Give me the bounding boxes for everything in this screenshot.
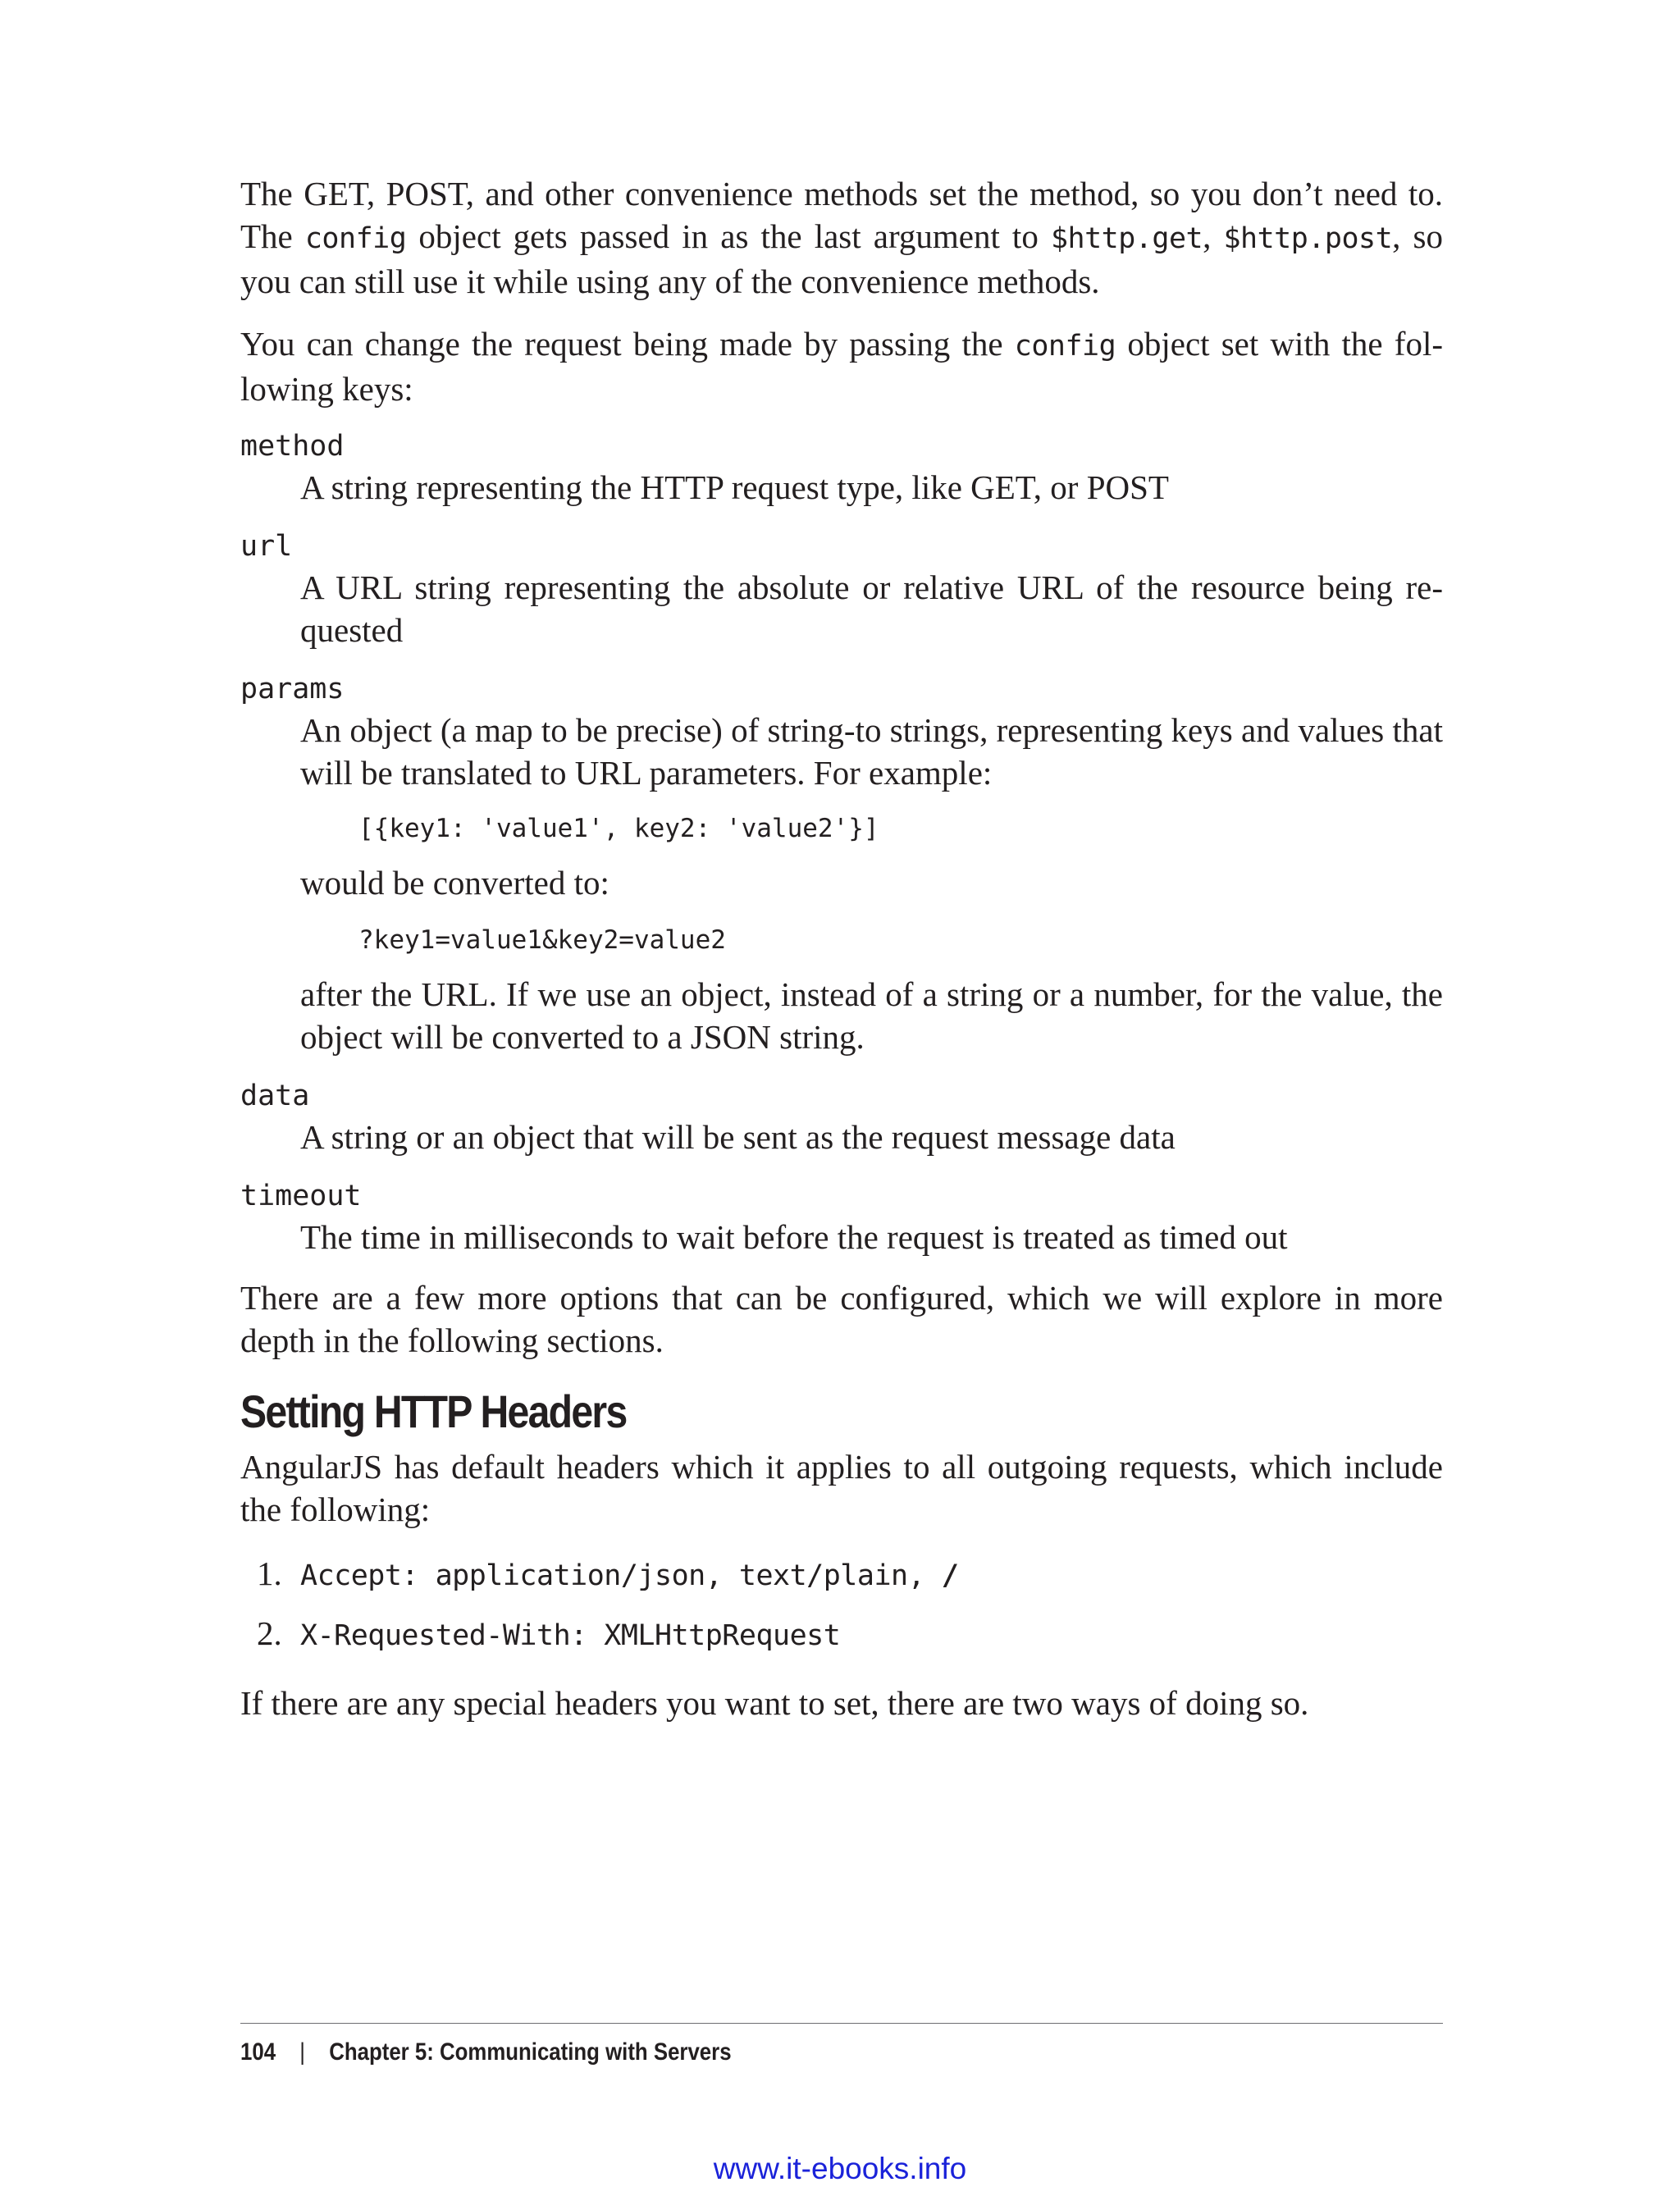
inline-code: config <box>1014 330 1116 363</box>
desc-timeout: The time in milliseconds to wait before the request is treated as timed out <box>300 1218 1288 1256</box>
text: The GET, POST, and other convenience methods set the method, so you don’t need to. The <box>240 175 1443 255</box>
desc-url: A URL string representing the absolute or relative URL of the resource being re‐ quested <box>300 568 1443 649</box>
code-example-query: ?key1=value1&key2=value2 <box>358 925 726 955</box>
desc-method: A string representing the HTTP request type, like GET, or POST <box>300 468 1169 506</box>
list-number: 2. <box>257 1614 282 1652</box>
inline-code: $http.get <box>1050 222 1203 255</box>
watermark-link[interactable]: www.it-ebooks.info <box>713 2152 967 2185</box>
section-heading: Setting HTTP Headers <box>240 1386 627 1437</box>
footer-rule <box>240 2023 1443 2024</box>
term-data: data <box>240 1080 310 1112</box>
term-url: url <box>240 530 293 563</box>
text: , so you can still use it while using any of the convenience methods. <box>240 217 1443 300</box>
page-footer <box>240 2034 732 2070</box>
desc-params-mid: would be converted to: <box>300 864 609 902</box>
closing-paragraph: There are a few more options that can be configured, which we will explore in more depth in the following sections. <box>240 1279 1443 1359</box>
term-params: params <box>240 673 345 705</box>
intro-paragraph-1 <box>240 172 1443 303</box>
text: object gets passed in as the last argument to <box>406 217 1051 255</box>
list-item <box>240 1552 1443 1597</box>
list-code: X-Requested-With: XMLHttpRequest <box>300 1619 841 1652</box>
text: You can change the request being made by passing the <box>240 325 1015 363</box>
desc-data: A string or an object that will be sent as the request message data <box>300 1118 1176 1156</box>
list-item <box>240 1612 1443 1657</box>
term-timeout: timeout <box>240 1180 362 1212</box>
chapter-title: Chapter 5: Communicating with Servers <box>329 2038 732 2066</box>
page-number: 104 <box>240 2038 276 2066</box>
footer-separator: | <box>299 2038 305 2066</box>
definition-list <box>240 427 1443 1258</box>
desc-params: An object (a map to be precise) of string-to strings, representing keys and values that will be translated to URL parameters. For example: <box>300 711 1443 792</box>
text: object set with the fol‐ lowing keys: <box>240 325 1443 408</box>
section-outro: If there are any special headers you want to set, there are two ways of doing so. <box>240 1684 1309 1722</box>
list-code-bold: / <box>941 1559 959 1592</box>
page-content <box>240 172 1443 1724</box>
text: , <box>1203 217 1224 255</box>
headers-list <box>240 1552 1443 1657</box>
inline-code: config <box>304 222 407 255</box>
list-number: 1. <box>257 1554 282 1592</box>
term-method: method <box>240 430 345 463</box>
desc-params-after: after the URL. If we use an object, instead of a string or a number, for the value, the object will be converted to a JSON string. <box>300 975 1443 1056</box>
inline-code: $http.post <box>1223 222 1393 255</box>
list-code: Accept: application/json, text/plain, <box>300 1559 942 1592</box>
section-intro: AngularJS has default headers which it applies to all outgoing requests, which include the following: <box>240 1448 1443 1528</box>
intro-paragraph-2 <box>240 322 1443 410</box>
code-example-object: [{key1: 'value1', key2: 'value2'}] <box>358 814 879 843</box>
